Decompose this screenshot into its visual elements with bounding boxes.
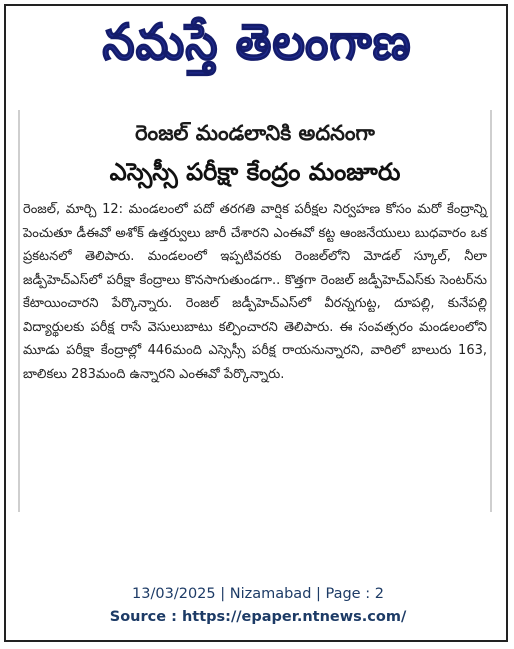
newspaper-masthead [12,12,502,84]
article-body: రెంజల్, మార్చి 12: మండలంలో పదో తరగతి వార్షిక పరీక్షల నిర్వహణ కోసం మరో కేంద్రాన్ని పెంచుతూ డీఈవో అశోక్ ఉత్తర్వులు జారీ చేశారని ఎంఈవో కట్ట ఆంజనేయులు బుధవారం ఒక ప్రకటనలో తెలిపారు. మండలంలో ఇప్పటివరకు రెంజల్‌లోని మోడల్ స్కూల్, నీలా జడ్పీహెచ్ఎస్‌లో పరీక్షా కేంద్రాలు కొనసాగుతుండగా.. కొత్తగా రెంజల్ జడ్పీహెచ్ఎస్‌కు సెంటర్‌ను కేటాయించారని పేర్కొన్నారు. రెంజల్ జడ్పీహెచ్ఎస్‌లో వీరన్నగుట్ట, దూపల్లి, కునేపల్లి విద్యార్థులకు పరీక్ష రాసే వెసులుబాటు కల్పించారని తెలిపారు. ఈ సంవత్సరం మండలంలోని మూడు పరీక్షా కేంద్రాల్లో 446మంది ఎస్సెస్సీ పరీక్ష రాయనున్నారని, వారిలో బాలురు 163, బాలికలు 283మంది ఉన్నారని ఎంఈవో పేర్కొన్నారు. [23,202,487,382]
clipping-frame [4,4,508,642]
article-headline-main: ఎస్సెస్సీ పరీక్షా కేంద్రం మంజూరు [109,158,401,186]
masthead-title: నమస్తే తెలంగాణ [102,12,412,71]
article-headline-top: రెంజల్ మండలానికి అదనంగా [135,121,375,145]
source-link[interactable]: Source : https://epaper.ntnews.com/ [109,609,407,625]
news-article [18,110,492,512]
edition-info: 13/03/2025 | Nizamabad | Page : 2 [132,586,384,602]
